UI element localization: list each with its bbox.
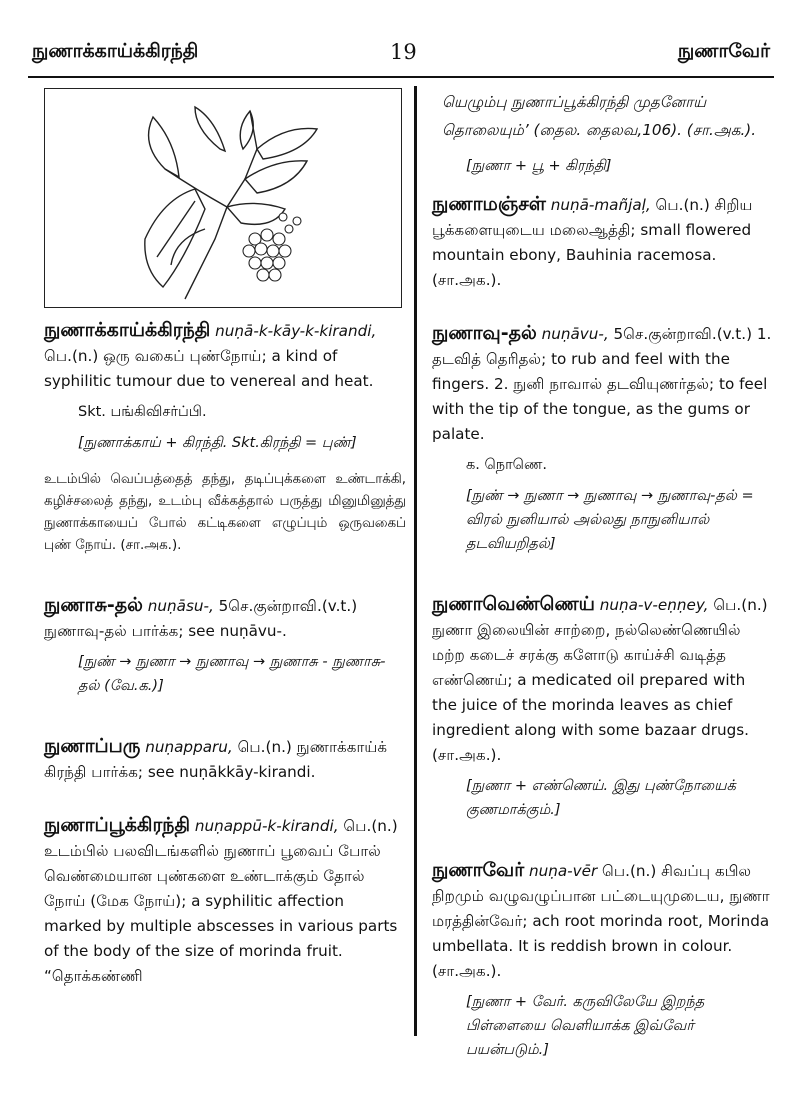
etymology: [நுணாக்காய் + கிரந்தி. Skt.கிரந்தி = புண்] <box>78 435 357 451</box>
transliteration: nuṇappū-k-kirandi, <box>194 817 339 835</box>
entry-nunakkaykkirandi <box>44 318 406 394</box>
header-rule <box>28 76 774 78</box>
entry-nunaver <box>432 858 774 984</box>
definition: பெ.(n.) உடம்பில் பலவிடங்களில் நுணாப் பூவைப் போல் வெண்மையான புண்களை உண்டாக்கும் தோல் நோய் (மேக நோய்); a syphilitic affection marked by multiple abscesses in various parts of the body of the size of morinda fruit. “தொக்கண்ணி <box>44 817 398 985</box>
sanskrit-equivalent: Skt. பங்கிவிசர்ப்பி. <box>78 404 207 420</box>
headword: நுணாவு-தல் <box>432 322 537 344</box>
plant-illustration <box>44 88 402 308</box>
description: உடம்பில் வெப்பத்தைத் தந்து, தடிப்புக்களை உண்டாக்கி, கழிச்சலைத் தந்து, உடம்பு வீக்கத்தால் பருத்து மினுமினுத்து நுணாக்காயைப் போல் கட்டிகளை எழுப்பும் ஒருவகைப் புண் நோய். (சா.அக.). <box>44 472 406 553</box>
headword: நுணாமஞ்சள் <box>432 193 546 215</box>
transliteration: nuṇāvu-, <box>541 325 609 343</box>
transliteration: nuṇā-mañjaļ, <box>550 196 651 214</box>
headword: நுணாசு-தல் <box>44 594 143 616</box>
entry-nunasu-tal <box>44 593 406 644</box>
etymology: [நுணா + பூ + கிரந்தி] <box>466 158 612 174</box>
definition: பெ.(n.) நுணாக்காய்க் கிரந்தி பார்க்க; see nuṇākkāy-kirandi. <box>44 738 388 781</box>
definition: 5செ.குன்றாவி.(v.t.) 1. தடவித் தெரிதல்; to rub and feel with the fingers. 2. நுனி நாவால் தடவியுணர்தல்; to feel with the tip of the tongue, as the gums or palate. <box>432 325 772 443</box>
headword: நுணாப்பரு <box>44 735 141 757</box>
etymology: [நுணா + எண்ணெய். இது புண்நோயைக் குணமாக்கும்.] <box>466 778 736 818</box>
transliteration: nuṇapparu, <box>145 738 233 756</box>
column-divider <box>414 86 417 1036</box>
page-number: 19 <box>390 40 417 64</box>
headword: நுணாவெண்ணெய் <box>432 593 595 615</box>
etymology: [நுணா + வேர். கருவிலேயே இறந்த பிள்ளையை வெளியாக்க இவ்வேர் பயன்படும்.] <box>466 994 705 1058</box>
definition: பெ.(n.) ஒரு வகைப் புண்நோய்; a kind of syphilitic tumour due to venereal and heat. <box>44 347 374 390</box>
entry-nunavenney <box>432 592 774 768</box>
headword: நுணாவேர் <box>432 859 525 881</box>
entry-nunappukkirandi <box>44 813 406 989</box>
continued-quotation: யெழும்பு நுணாப்பூக்கிரந்தி முதனோய் தொலையும்’ (தைல. தைலவ,106). (சா.அக.). <box>442 93 757 139</box>
header-right-guideword: நுணாவேர் <box>677 40 770 62</box>
transliteration: nuṇa-vēr <box>528 862 598 880</box>
right-column <box>432 88 774 1076</box>
morinda-branch-drawing <box>45 89 401 307</box>
left-column <box>44 88 406 995</box>
headword: நுணாப்பூக்கிரந்தி <box>44 814 191 836</box>
etymology: [நுண் → நுணா → நுணாவு → நுணாவு-தல் = விரல் நுனியால் அல்லது நாநுனியால் தடவியறிதல்] <box>466 488 754 552</box>
entry-nunamanjal <box>432 192 774 293</box>
definition: பெ.(n.) நுணா இலையின் சாற்றை, நல்லெண்ணெயில் மற்ற கடைச் சரக்கு களோடு காய்ச்சி வடித்த எண்ணெய்; a medicated oil prepared with the juice of the morinda leaves as chief ingredient along with some bazaar drugs. (சா.அக.). <box>432 596 768 764</box>
headword: நுணாக்காய்க்கிரந்தி <box>44 319 211 341</box>
definition: பெ.(n.) சிறிய பூக்களையுடைய மலைஆத்தி; small flowered mountain ebony, Bauhinia racemosa. (சா.அக.). <box>432 196 753 289</box>
header-left-guideword: நுணாக்காய்க்கிரந்தி <box>32 40 199 62</box>
transliteration: nuṇāsu-, <box>147 597 214 615</box>
cognate: க. நொணெ. <box>466 457 548 473</box>
entry-nunavu-tal <box>432 321 774 447</box>
etymology: [நுண் → நுணா → நுணாவு → நுணாசு - நுணாசு-தல் (வே.க.)] <box>78 654 386 694</box>
transliteration: nuṇa-v-eṇṇey, <box>599 596 709 614</box>
transliteration: nuṇā-k-kāy-k-kirandi, <box>215 322 377 340</box>
entry-nunapparu <box>44 734 406 785</box>
page-header <box>0 0 800 80</box>
definition: பெ.(n.) சிவப்பு கபில நிறமும் வழுவழுப்பான பட்டையுமுடைய, நுணா மரத்தின்வேர்; ach root morinda root, Morinda umbellata. It is reddish brown in colour. (சா.அக.). <box>432 862 770 980</box>
definition: 5செ.குன்றாவி.(v.t.) நுணாவு-தல் பார்க்க; see nuṇāvu-. <box>44 597 358 640</box>
